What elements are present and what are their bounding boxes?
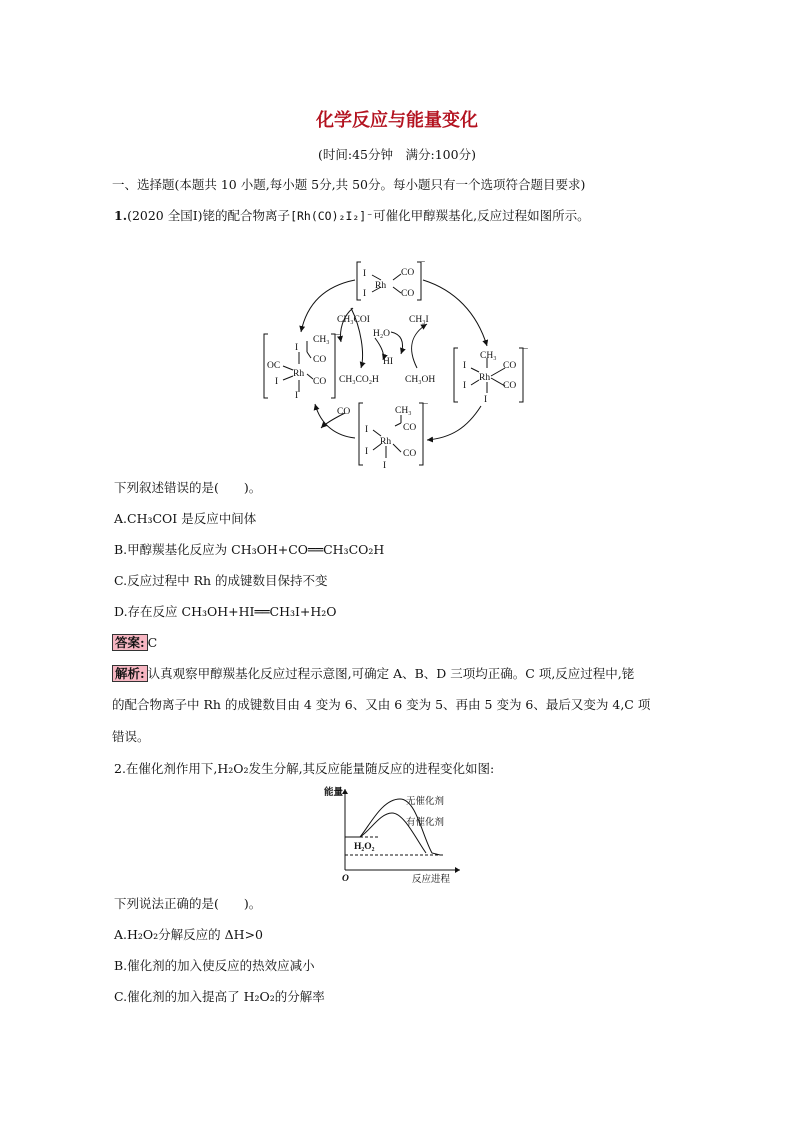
q2-prompt: 下列说法正确的是( )。: [114, 896, 262, 911]
bottom-i3: I: [383, 461, 387, 471]
bottom-ch3: CH₃: [395, 406, 412, 416]
right-charge: −: [523, 345, 529, 355]
right-rh: Rh: [479, 373, 491, 383]
left-co2: CO: [313, 377, 327, 387]
left-ch3: CH₃: [313, 335, 330, 345]
left-oc: OC: [267, 361, 281, 371]
q2-option-b: B.催化剂的加入使反应的热效应减小: [114, 958, 315, 973]
right-i2: I: [463, 381, 467, 391]
chart-xlabel: 反应进程: [412, 875, 451, 885]
energy-diagram: [320, 785, 470, 885]
q1-option-a: A.CH₃COI 是反应中间体: [114, 511, 257, 526]
species-ch3i: CH₃I: [409, 315, 429, 325]
analysis-tag: 解析:: [112, 665, 148, 682]
q1-option-c: C.反应过程中 Rh 的成键数目保持不变: [114, 573, 328, 588]
q1-stem-a: 铑的配合物离子: [202, 208, 291, 223]
q2-option-c: C.催化剂的加入提高了 H₂O₂的分解率: [114, 989, 325, 1004]
right-co1: CO: [503, 361, 517, 371]
answer-value: C: [147, 635, 158, 650]
chart-origin: O: [342, 874, 349, 884]
analysis-text-1: 认真观察甲醇羰基化反应过程示意图,可确定 A、B、D 三项均正确。C 项,反应过程中,铑: [147, 666, 635, 681]
right-co2: CO: [503, 381, 517, 391]
q1-formula: [Rh(CO)₂I₂]⁻: [290, 209, 374, 223]
right-i3: I: [484, 395, 488, 405]
species-ch3coi: CH₃COI: [337, 315, 370, 325]
q1-stem: [114, 208, 590, 224]
label-no-catalyst: 无催化剂: [406, 797, 445, 807]
bottom-charge: −: [423, 400, 429, 410]
top-i1: I: [363, 269, 367, 279]
q1-answer: [112, 634, 157, 651]
left-co1: CO: [313, 355, 327, 365]
right-ch3: CH₃: [480, 351, 497, 361]
q1-stem-b: 可催化甲醇羰基化,反应过程如图所示。: [373, 208, 590, 223]
top-co1: CO: [401, 268, 415, 278]
label-catalyst: 有催化剂: [406, 818, 445, 828]
q2-stem: 2.在催化剂作用下,H₂O₂发生分解,其反应能量随反应的进程变化如图:: [114, 761, 495, 776]
page-title: 化学反应与能量变化: [316, 110, 478, 131]
q1-number: 1.: [114, 208, 128, 223]
q1-option-d: D.存在反应 CH₃OH+HI══CH₃I+H₂O: [114, 604, 337, 619]
left-i1: I: [295, 343, 299, 353]
left-charge: −: [335, 331, 341, 341]
bottom-i2: I: [365, 447, 369, 457]
top-co2: CO: [401, 289, 415, 299]
top-i2: I: [363, 289, 367, 299]
q1-source: (2020 全国Ⅰ): [127, 208, 203, 223]
left-rh: Rh: [293, 369, 305, 379]
bottom-rh: Rh: [380, 437, 392, 447]
right-i1: I: [463, 361, 467, 371]
label-h2o2: H₂O₂: [354, 842, 375, 852]
q1-analysis-line-3: 错误。: [112, 729, 150, 744]
q1-analysis-line-2: 的配合物离子中 Rh 的成键数目由 4 变为 6、又由 6 变为 5、再由 5 变为 6、最后又变为 4,C 项: [112, 697, 651, 712]
left-i2: I: [275, 377, 279, 387]
bottom-co1: CO: [403, 423, 417, 433]
q1-prompt: 下列叙述错误的是( )。: [114, 480, 262, 495]
bottom-co2: CO: [403, 449, 417, 459]
top-charge: −: [420, 258, 426, 268]
section-heading: 一、选择题(本题共 10 小题,每小题 5分,共 50分。每小题只有一个选项符合题目要求): [112, 177, 586, 192]
q1-option-b: B.甲醇羰基化反应为 CH₃OH+CO══CH₃CO₂H: [114, 542, 385, 557]
species-ch3co2h: CH₃CO₂H: [339, 375, 379, 385]
page-subtitle: (时间:45分钟 满分:100分): [318, 147, 476, 162]
species-h2o: H₂O: [373, 329, 391, 339]
answer-tag: 答案:: [112, 634, 148, 651]
left-i3: I: [295, 391, 299, 401]
bottom-i1: I: [365, 425, 369, 435]
q2-option-a: A.H₂O₂分解反应的 ΔH>0: [114, 927, 263, 942]
species-hi: HI: [383, 357, 394, 367]
top-rh: Rh: [375, 281, 387, 291]
catalytic-cycle-diagram: [255, 258, 535, 473]
chart-ylabel: 能量: [324, 788, 344, 798]
species-co: CO: [337, 407, 351, 417]
q1-analysis-line-1: [112, 665, 634, 682]
species-ch3oh: CH₃OH: [405, 375, 436, 385]
